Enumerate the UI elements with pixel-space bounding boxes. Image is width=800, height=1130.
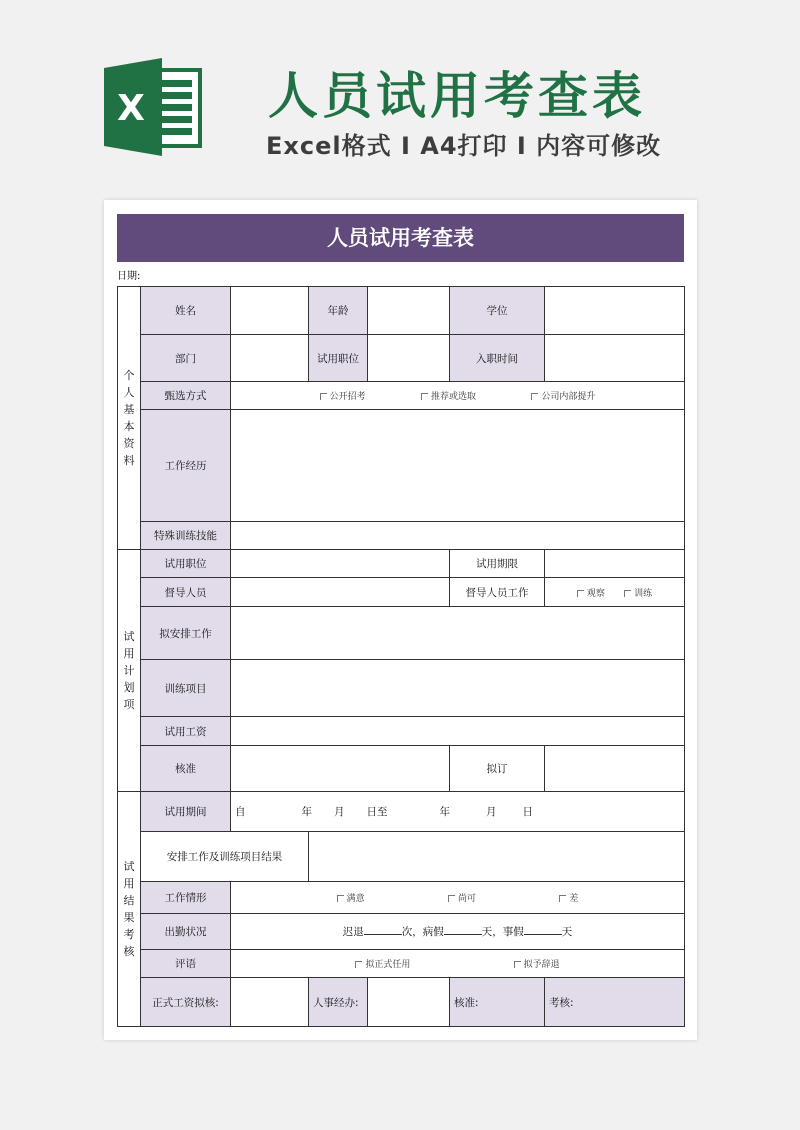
trial-period-field[interactable]: 自 年 月 日至 年 月 日 bbox=[231, 792, 685, 832]
trial-position-field[interactable] bbox=[368, 335, 450, 382]
approve-field[interactable] bbox=[231, 746, 450, 792]
checkbox-acceptable[interactable]: 尚可 bbox=[448, 891, 476, 904]
dept-field[interactable] bbox=[231, 335, 309, 382]
age-field[interactable] bbox=[368, 287, 450, 335]
label-trial-term: 试用期限 bbox=[450, 550, 545, 578]
hr-field[interactable] bbox=[368, 978, 450, 1027]
trial-term-field[interactable] bbox=[545, 550, 685, 578]
section-result: 试 用 结 果 考 核 bbox=[118, 792, 141, 1027]
hire-date-field[interactable] bbox=[545, 335, 685, 382]
draft-field[interactable] bbox=[545, 746, 685, 792]
special-skills-field[interactable] bbox=[231, 522, 685, 550]
promo-title: 人员试用考查表 bbox=[268, 67, 646, 125]
label-draft: 拟订 bbox=[450, 746, 545, 792]
checkbox-train[interactable]: 训练 bbox=[624, 586, 652, 599]
result-field[interactable] bbox=[309, 832, 685, 882]
label-selection: 甄选方式 bbox=[141, 382, 231, 410]
excel-logo-icon bbox=[104, 58, 202, 156]
checkbox-public-exam[interactable]: 公开招考 bbox=[320, 389, 366, 402]
section-personal: 个 人 基 本 资 料 bbox=[118, 287, 141, 550]
label-trial-position-2: 试用职位 bbox=[141, 550, 231, 578]
label-name: 姓名 bbox=[141, 287, 231, 335]
selection-options bbox=[231, 382, 685, 410]
label-work-status: 工作情形 bbox=[141, 882, 231, 914]
label-supervisor-work: 督导人员工作 bbox=[450, 578, 545, 607]
section-plan: 试 用 计 划 项 bbox=[118, 550, 141, 792]
supervisor-field[interactable] bbox=[231, 578, 450, 607]
label-age: 年龄 bbox=[309, 287, 368, 335]
date-label: 日期: bbox=[117, 271, 141, 282]
checkbox-recommend[interactable]: 推荐或选取 bbox=[421, 389, 476, 402]
comment-options bbox=[231, 950, 685, 978]
label-approve: 核准 bbox=[141, 746, 231, 792]
label-degree: 学位 bbox=[450, 287, 545, 335]
attendance-field[interactable]: 迟退 次，病假 天，事假 天 bbox=[231, 914, 685, 950]
supervisor-options bbox=[545, 578, 685, 607]
checkbox-observe[interactable]: 观察 bbox=[577, 586, 605, 599]
label-training: 训练项目 bbox=[141, 660, 231, 717]
label-hr: 人事经办: bbox=[309, 978, 368, 1027]
checkbox-poor[interactable]: 差 bbox=[559, 891, 578, 904]
degree-field[interactable] bbox=[545, 287, 685, 335]
checkbox-internal[interactable]: 公司内部提升 bbox=[531, 389, 595, 402]
promo-subtitle: Excel格式 I A4打印 I 内容可修改 bbox=[266, 132, 662, 160]
svg-text:X: X bbox=[117, 88, 145, 129]
label-planned-work: 拟安排工作 bbox=[141, 607, 231, 660]
label-result: 安排工作及训练项目结果 bbox=[141, 832, 309, 882]
checkbox-dismiss[interactable]: 拟予辞退 bbox=[514, 957, 560, 970]
checkbox-satisfied[interactable]: 满意 bbox=[337, 891, 365, 904]
work-status-options bbox=[231, 882, 685, 914]
label-attendance: 出勤状况 bbox=[141, 914, 231, 950]
label-hire-date: 入职时间 bbox=[450, 335, 545, 382]
form-title: 人员试用考查表 bbox=[117, 214, 684, 262]
label-trial-salary: 试用工资 bbox=[141, 717, 231, 746]
form-table bbox=[117, 286, 685, 1027]
name-field[interactable] bbox=[231, 287, 309, 335]
label-supervisor: 督导人员 bbox=[141, 578, 231, 607]
label-comment: 评语 bbox=[141, 950, 231, 978]
label-trial-position: 试用职位 bbox=[309, 335, 368, 382]
label-approve-2: 核准: bbox=[450, 978, 545, 1027]
trial-position-2-field[interactable] bbox=[231, 550, 450, 578]
checkbox-formal-hire[interactable]: 拟正式任用 bbox=[355, 957, 410, 970]
planned-work-field[interactable] bbox=[231, 607, 685, 660]
label-experience: 工作经历 bbox=[141, 410, 231, 522]
training-field[interactable] bbox=[231, 660, 685, 717]
formal-salary-field[interactable] bbox=[231, 978, 309, 1027]
experience-field[interactable] bbox=[231, 410, 685, 522]
label-review: 考核: bbox=[545, 978, 685, 1027]
label-dept: 部门 bbox=[141, 335, 231, 382]
label-special-skills: 特殊训练技能 bbox=[141, 522, 231, 550]
trial-salary-field[interactable] bbox=[231, 717, 685, 746]
label-formal-salary: 正式工资拟核: bbox=[141, 978, 231, 1027]
label-trial-period: 试用期间 bbox=[141, 792, 231, 832]
